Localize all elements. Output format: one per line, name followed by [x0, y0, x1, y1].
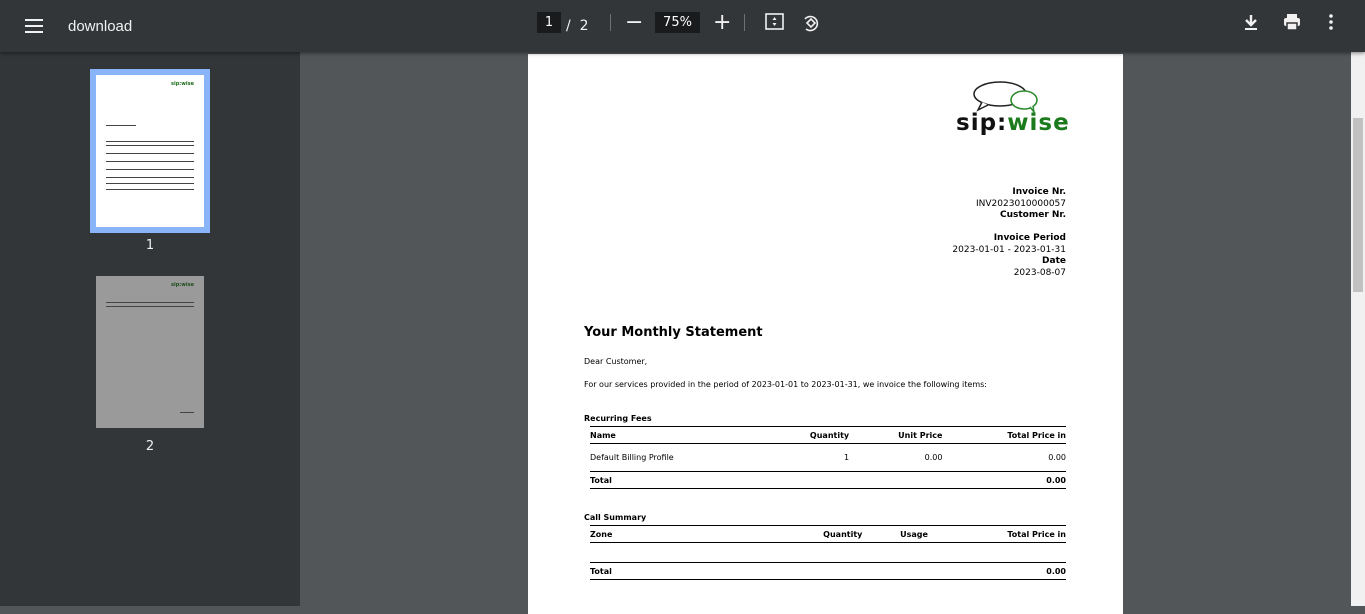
table-row: Default Billing Profile 1 0.00 0.00 [590, 453, 1066, 462]
zoom-in-icon[interactable]: + [713, 10, 732, 35]
scrollbar-thumb[interactable] [1353, 118, 1363, 292]
divider [610, 14, 611, 31]
table-header: Zone Quantity Usage Total Price in [590, 526, 1066, 543]
pdf-toolbar [0, 0, 1365, 52]
total-row: Total 0.00 [590, 563, 1066, 580]
call-summary-table [590, 525, 1066, 580]
page-number-input[interactable]: 1 [537, 12, 561, 33]
page-thumbnail-2[interactable]: sip:wise [96, 276, 204, 428]
zoom-input[interactable]: 75% [655, 12, 700, 33]
call-summary-title: Call Summary [584, 513, 647, 522]
zoom-out-icon[interactable]: − [625, 10, 644, 35]
more-options-icon[interactable] [1329, 13, 1333, 33]
greeting: Dear Customer, [584, 357, 648, 366]
menu-icon[interactable] [24, 0, 44, 52]
table-header: Name Quantity Unit Price Total Price in [590, 427, 1066, 444]
document-title: download [68, 17, 133, 35]
rotate-icon[interactable] [800, 13, 820, 36]
pdf-page [528, 54, 1123, 614]
recurring-fees-table [590, 426, 1066, 489]
page-count: / 2 [566, 18, 589, 34]
intro-text: For our services provided in the period of 2023-01-01 to 2023-01-31, we invoice the following items: [584, 380, 987, 389]
fit-page-icon[interactable] [765, 13, 785, 34]
thumbnail-label: 1 [145, 238, 155, 253]
divider [744, 14, 745, 31]
scrollbar[interactable] [1351, 52, 1365, 606]
invoice-meta: Invoice Nr. INV2023010000057 Customer Nr. Invoice Period 2023-01-01 - 2023-01-31 Date 2023-08-07 [952, 187, 1066, 278]
recurring-fees-title: Recurring Fees [584, 414, 652, 423]
page-thumbnail-1[interactable]: sip:wise [96, 75, 204, 227]
thumbnail-sidebar [0, 52, 300, 606]
print-icon[interactable] [1283, 13, 1301, 34]
thumbnail-label: 2 [145, 439, 155, 454]
total-row: Total 0.00 [590, 472, 1066, 489]
statement-heading: Your Monthly Statement [584, 325, 763, 340]
sipwise-logo: sip:wise [956, 80, 1066, 140]
download-icon[interactable] [1243, 13, 1259, 34]
